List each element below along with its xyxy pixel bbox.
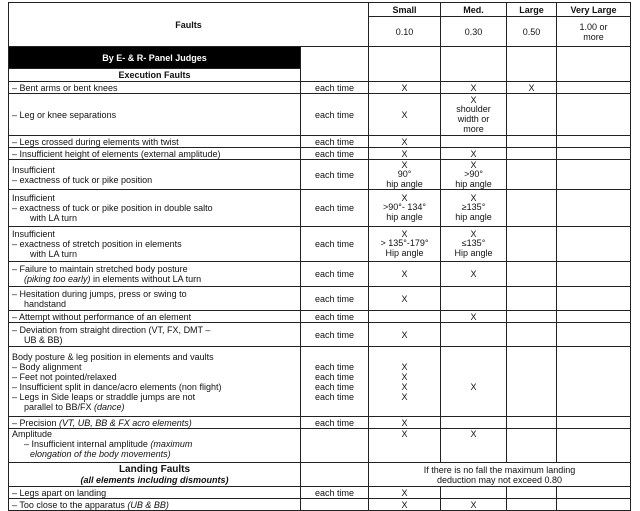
mark-small: X > 135°-179° Hip angle	[369, 227, 441, 262]
very-large-header: Very Large	[557, 3, 631, 17]
mark-med: X	[441, 311, 507, 323]
each-time: each time	[301, 94, 369, 136]
mark-med: X	[441, 429, 507, 463]
each-time: each time	[301, 190, 369, 227]
each-time: each time	[301, 417, 369, 429]
landing-faults-title: Landing Faults (all elements including dismounts)	[9, 463, 301, 487]
each-time: each time	[301, 287, 369, 311]
table-row	[9, 82, 631, 94]
table-row	[9, 136, 631, 148]
mark-small: X	[369, 136, 441, 148]
panel-row	[9, 47, 631, 69]
table-row	[9, 94, 631, 136]
each-time: each time	[301, 487, 369, 499]
table-row	[9, 347, 631, 417]
mark-small: X	[369, 499, 441, 511]
mark-med: X	[441, 499, 507, 511]
mark-med: X ≥135° hip angle	[441, 190, 507, 227]
each-time: each time	[301, 160, 369, 190]
each-time: each time	[301, 227, 369, 262]
each-time: each time	[301, 82, 369, 94]
faults-table	[8, 2, 631, 511]
header-row	[9, 3, 631, 17]
mark-small: X	[369, 487, 441, 499]
mark-small: X	[369, 323, 441, 347]
fault-label: Insufficient – exactness of tuck or pike position	[9, 160, 301, 190]
each-time: each time	[301, 148, 369, 160]
small-header: Small	[369, 3, 441, 17]
mark-med-group: X	[441, 347, 507, 417]
table-row	[9, 262, 631, 287]
mark-med: X	[441, 82, 507, 94]
very-large-value: 1.00 or more	[557, 17, 631, 47]
table-row	[9, 323, 631, 347]
mark-large: X	[507, 82, 557, 94]
landing-note: If there is no fall the maximum landing deduction may not exceed 0.80	[369, 463, 631, 487]
table-row	[9, 487, 631, 499]
fault-label: – Legs apart on landing	[9, 487, 301, 499]
table-row	[9, 311, 631, 323]
faults-header: Faults	[9, 3, 369, 47]
fault-label: – Too close to the apparatus (UB & BB)	[9, 499, 301, 511]
table-row	[9, 227, 631, 262]
mark-small: X	[369, 82, 441, 94]
mark-small: X	[369, 262, 441, 287]
table-row	[9, 429, 631, 463]
fault-label: Amplitude – Insufficient internal amplitude (maximum elongation of the body movements)	[9, 429, 301, 463]
execution-title-row	[9, 69, 631, 82]
mark-med: X ≤135° Hip angle	[441, 227, 507, 262]
fault-label: – Legs crossed during elements with twist	[9, 136, 301, 148]
execution-faults-title: Execution Faults	[9, 69, 301, 82]
fault-label: – Insufficient height of elements (external amplitude)	[9, 148, 301, 160]
fault-label: – Precision (VT, UB, BB & FX acro elements)	[9, 417, 301, 429]
mark-med: X shoulder width or more	[441, 94, 507, 136]
fault-label: Insufficient – exactness of stretch position in elements with LA turn	[9, 227, 301, 262]
mark-small-group: X X X X	[369, 347, 441, 417]
mark-med: X >90° hip angle	[441, 160, 507, 190]
fault-label: – Attempt without performance of an element	[9, 311, 301, 323]
each-time: each time	[301, 136, 369, 148]
fault-label: Body posture & leg position in elements and vaults – Body alignment – Feet not pointed/relaxed – Insufficient split in dance/acro elements (non flight) – Legs in Side leaps or straddle jumps are not parallel to BB/FX (dance)	[9, 347, 301, 417]
mark-med: X	[441, 262, 507, 287]
table-row	[9, 417, 631, 429]
mark-small: X	[369, 94, 441, 136]
each-time: each time	[301, 311, 369, 323]
table-row	[9, 190, 631, 227]
table-row	[9, 148, 631, 160]
table-row	[9, 287, 631, 311]
panel-judges-bar: By E- & R- Panel Judges	[9, 47, 301, 69]
each-time: each time	[301, 262, 369, 287]
fault-label: Insufficient – exactness of tuck or pike position in double salto with LA turn	[9, 190, 301, 227]
mark-small: X	[369, 287, 441, 311]
fault-label: – Failure to maintain stretched body posture (piking too early) in elements without LA turn	[9, 262, 301, 287]
mark-small: X 90° hip angle	[369, 160, 441, 190]
mark-small: X >90°- 134° hip angle	[369, 190, 441, 227]
faults-table-container	[8, 2, 631, 511]
mark-small: X	[369, 148, 441, 160]
mark-small: X	[369, 429, 441, 463]
med-value: 0.30	[441, 17, 507, 47]
fault-label: – Deviation from straight direction (VT, FX, DMT – UB & BB)	[9, 323, 301, 347]
mark-med: X	[441, 148, 507, 160]
mark-small: X	[369, 417, 441, 429]
large-header: Large	[507, 3, 557, 17]
med-header: Med.	[441, 3, 507, 17]
each-time-group: each time each time each time each time	[301, 347, 369, 417]
fault-label: – Leg or knee separations	[9, 94, 301, 136]
fault-label: – Bent arms or bent knees	[9, 82, 301, 94]
table-row	[9, 160, 631, 190]
table-row	[9, 499, 631, 511]
large-value: 0.50	[507, 17, 557, 47]
fault-label: – Hesitation during jumps, press or swing to handstand	[9, 287, 301, 311]
landing-title-row	[9, 463, 631, 487]
small-value: 0.10	[369, 17, 441, 47]
each-time: each time	[301, 323, 369, 347]
